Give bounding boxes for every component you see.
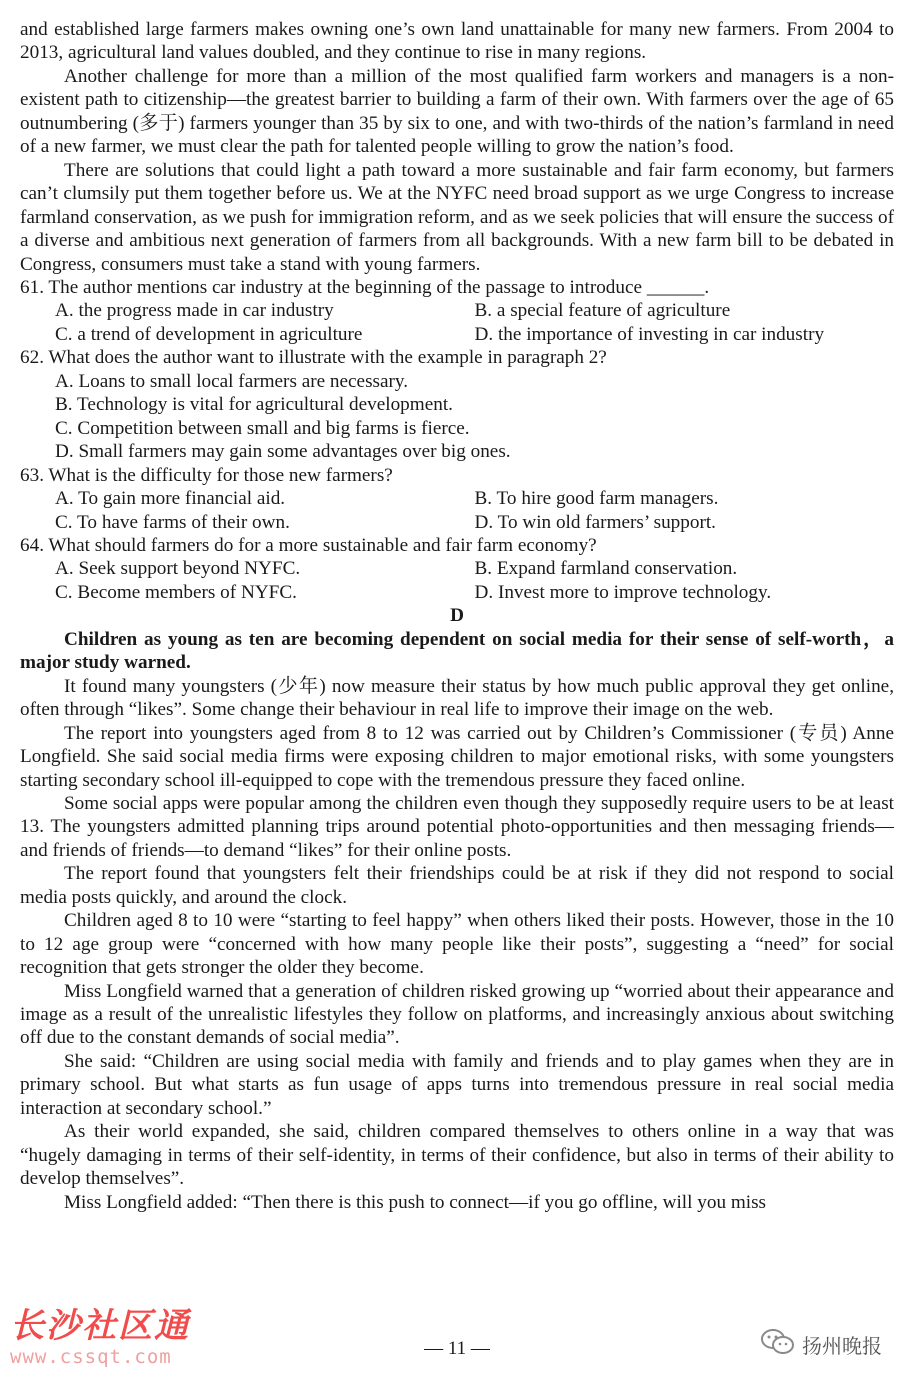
site-watermark [10, 1306, 190, 1368]
option-b: B. To hire good farm managers. [474, 488, 719, 510]
option-a: A. the progress made in car industry [55, 300, 334, 322]
exam-page [20, 18, 894, 1214]
option-d: D. Small farmers may gain some advantages over big ones. [55, 441, 511, 463]
passage-d-paragraph: The report found that youngsters felt their friendships could be at risk if they did not respond to social media posts quickly, and around the clock. [20, 863, 894, 908]
question-stem: 61. The author mentions car industry at the beginning of the passage to introduce ______. [20, 276, 710, 298]
passage-d-paragraph: As their world expanded, she said, children compared themselves to others online in a way that was “hugely damaging in terms of their self-identity, in terms of their confidence, but also in terms of their ability to develop themselves”. [20, 1121, 894, 1190]
option-c: C. Become members of NYFC. [55, 581, 297, 603]
wechat-icon [760, 1328, 796, 1361]
option-d: D. Invest more to improve technology. [474, 581, 772, 603]
question-stem: 64. What should farmers do for a more sustainable and fair farm economy? [20, 534, 597, 556]
option-a: A. Loans to small local farmers are necessary. [55, 370, 409, 392]
passage-c-paragraph: and established large farmers makes owning one’s own land unattainable for many new farmers. From 2004 to 2013, agricultural land values doubled, and they continue to rise in many regions. [20, 19, 894, 64]
option-b: B. Technology is vital for agricultural development. [55, 394, 453, 416]
passage-d-lead: Children as young as ten are becoming dependent on social media for their sense of self-worth，a major study warned. [20, 628, 894, 674]
question-61 [20, 276, 894, 346]
option-a: A. Seek support beyond NYFC. [55, 558, 301, 580]
option-d: D. To win old farmers’ support. [474, 511, 716, 533]
passage-d-paragraph: Some social apps were popular among the children even though they supposedly require users to be at least 13. The youngsters admitted planning trips around potential photo-opportunities and then messaging friends—and friends of friends—to demand “likes” for their online posts. [20, 792, 894, 861]
passage-d-paragraph: The report into youngsters aged from 8 to 12 was carried out by Children’s Commissioner (专员) Anne Longfield. She said social media firms were exposing children to major emotional risks, with some youngsters starting secondary school ill-equipped to cope with the tremendous pressure they faced online. [20, 722, 894, 791]
option-c: C. To have farms of their own. [55, 511, 290, 533]
site-watermark-url: www.cssqt.com [10, 1346, 172, 1368]
option-c: C. Competition between small and big farms is fierce. [55, 417, 470, 439]
passage-d-paragraph: She said: “Children are using social media with family and friends and to play games when they are in primary school. But what starts as fun usage of apps turns into tremendous pressure in real social media interaction at secondary school.” [20, 1050, 894, 1119]
option-b: B. a special feature of agriculture [474, 300, 731, 322]
passage-c-paragraph: There are solutions that could light a path toward a more sustainable and fair farm economy, but farmers can’t clumsily put them together before us. We at the NYFC need broad support as we urge Congress to increase farmland conservation, as we push for immigration reform, and as we seek policies that will ensure the success of a diverse and ambitious next generation of farmers from all backgrounds. With a new farm bill to be debated in Congress, consumers must take a stand with young farmers. [20, 159, 894, 275]
passage-d-paragraph: It found many youngsters (少年) now measure their status by how much public approval they get online, often through “likes”. Some change their behaviour in real life to improve their image on the web. [20, 675, 894, 721]
section-heading: D [450, 605, 464, 627]
passage-c-paragraph: Another challenge for more than a million of the most qualified farm workers and managers is a non-existent path to citizenship—the greatest barrier to building a farm of their own. With farmers over the age of 65 outnumbering (多于) farmers younger than 35 by six to one, and with two-thirds of the nation’s farmland in need of a new farmer, we must clear the path for talented people willing to grow the nation’s food. [20, 65, 894, 158]
question-63 [20, 464, 894, 534]
question-64 [20, 534, 894, 604]
question-stem: 63. What is the difficulty for those new farmers? [20, 464, 393, 486]
question-stem: 62. What does the author want to illustrate with the example in paragraph 2? [20, 347, 607, 369]
option-d: D. the importance of investing in car industry [474, 323, 825, 345]
account-name: 扬州晚报 [802, 1334, 882, 1358]
option-c: C. a trend of development in agriculture [55, 323, 363, 345]
passage-d-paragraph: Children aged 8 to 10 were “starting to feel happy” when others liked their posts. However, those in the 10 to 12 age group were “concerned with how many people like their posts”, suggesting a “need” for social recognition that gets stronger the older they become. [20, 910, 894, 979]
site-watermark-name: 长沙社区通 [10, 1306, 190, 1346]
account-watermark [760, 1328, 882, 1361]
option-a: A. To gain more financial aid. [55, 488, 286, 510]
passage-d-paragraph: Miss Longfield warned that a generation of children risked growing up “worried about their appearance and image as a result of the unrealistic lifestyles they follow on platforms, and increasingly anxious about switching off due to the constant demands of social media”. [20, 980, 894, 1049]
question-62 [20, 346, 894, 463]
passage-d-paragraph: Miss Longfield added: “Then there is this push to connect—if you go offline, will you miss [64, 1191, 767, 1213]
option-b: B. Expand farmland conservation. [474, 558, 738, 580]
page-number: — 11 — [424, 1338, 490, 1359]
